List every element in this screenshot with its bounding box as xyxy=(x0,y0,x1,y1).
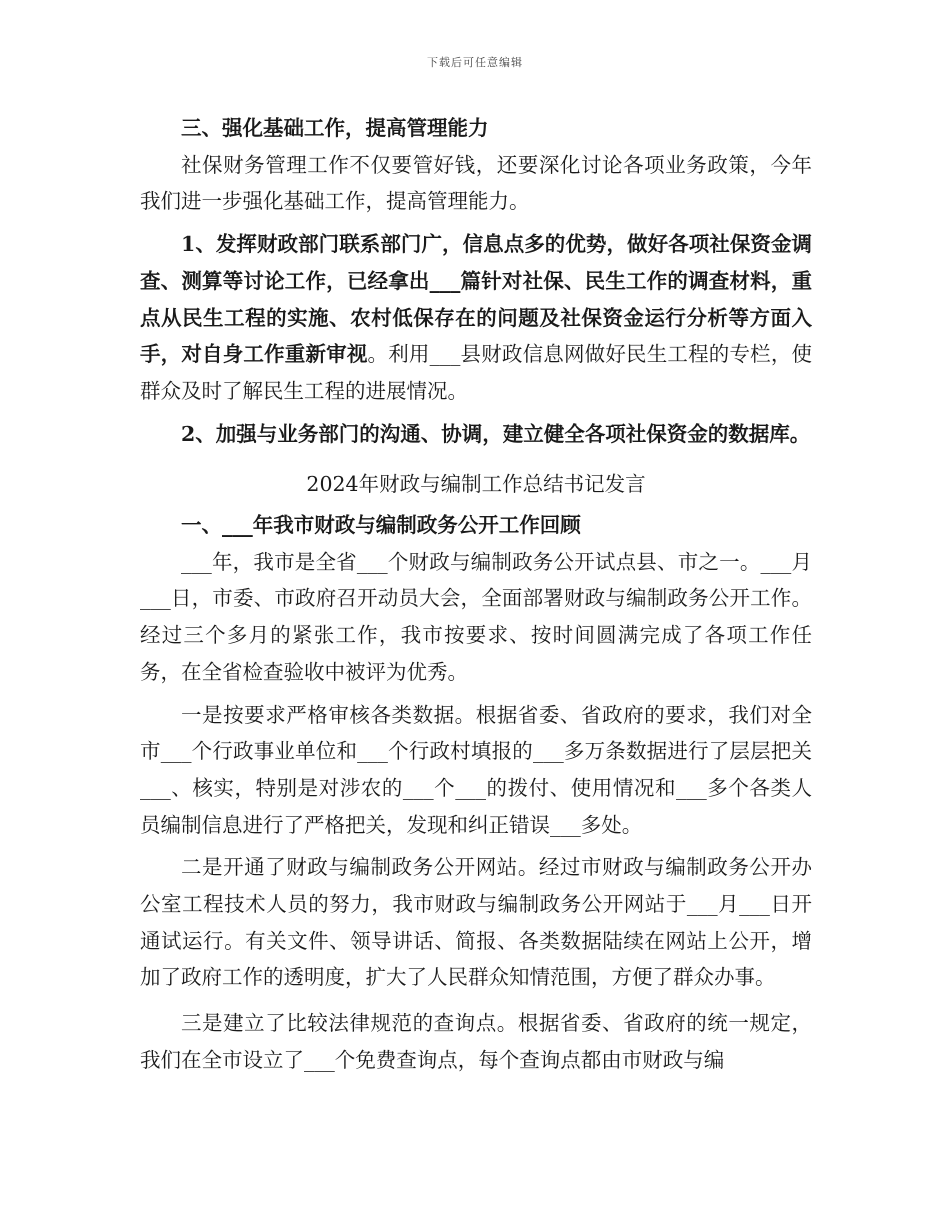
paragraph: 社保财务管理工作不仅要管好钱，还要深化讨论各项业务政策，今年我们进一步强化基础工作，提高管理能力。 xyxy=(140,152,812,214)
page-header: 下载后可任意编辑 xyxy=(427,56,523,69)
paragraph-item-1 xyxy=(140,226,812,410)
section-heading-3: 三、强化基础工作，提高管理能力 xyxy=(181,116,489,140)
section-heading-1: 一、___年我市财政与编制政务公开工作回顾 xyxy=(181,513,581,538)
document-title: 2024年财政与编制工作总结书记发言 xyxy=(306,472,646,497)
paragraph-item-1-bold: 1、发挥财政部门联系部门广，信息点多的优势，做好各项社保资金调查、测算等讨论工作，已经拿出___篇针对社保、民生工作的调查材料，重点从民生工程的实施、农村低保存在的问题及社保资金运行分析等方面入手，对自身工作重新审视 xyxy=(140,232,812,367)
paragraph-item-2: 2、加强与业务部门的沟通、协调，建立健全各项社保资金的数据库。 xyxy=(181,421,811,446)
paragraph: ___年，我市是全省___个财政与编制政务公开试点县、市之一。___月___日，市委、市政府召开动员大会，全面部署财政与编制政务公开工作。经过三个多月的紧张工作，我市按要求、按时间圆满完成了各项工作任务，在全省检查验收中被评为优秀。 xyxy=(140,549,812,684)
paragraph: 三是建立了比较法律规范的查询点。根据省委、省政府的统一规定，我们在全市设立了___个免费查询点，每个查询点都由市财政与编 xyxy=(140,1011,812,1072)
paragraph: 一是按要求严格审核各类数据。根据省委、省政府的要求，我们对全市___个行政事业单位和___个行政村填报的___多万条数据进行了层层把关___、核实，特别是对涉农的___个___的拨付、使用情况和___多个各类人员编制信息进行了严格把关，发现和纠正错误___多处。 xyxy=(140,702,812,837)
document-body xyxy=(140,110,812,1079)
paragraph: 二是开通了财政与编制政务公开网站。经过市财政与编制政务公开办公室工程技术人员的努力，我市财政与编制政务公开网站于___月___日开通试运行。有关文件、领导讲话、简报、各类数据陆续在网站上公开，增加了政府工作的透明度，扩大了人民群众知情范围，方便了群众办事。 xyxy=(140,855,812,990)
paragraph-item-1-normal: 。利用___县财政信息网做好民生工程的专栏，使群众及时了解民生工程的进展情况。 xyxy=(140,342,813,403)
